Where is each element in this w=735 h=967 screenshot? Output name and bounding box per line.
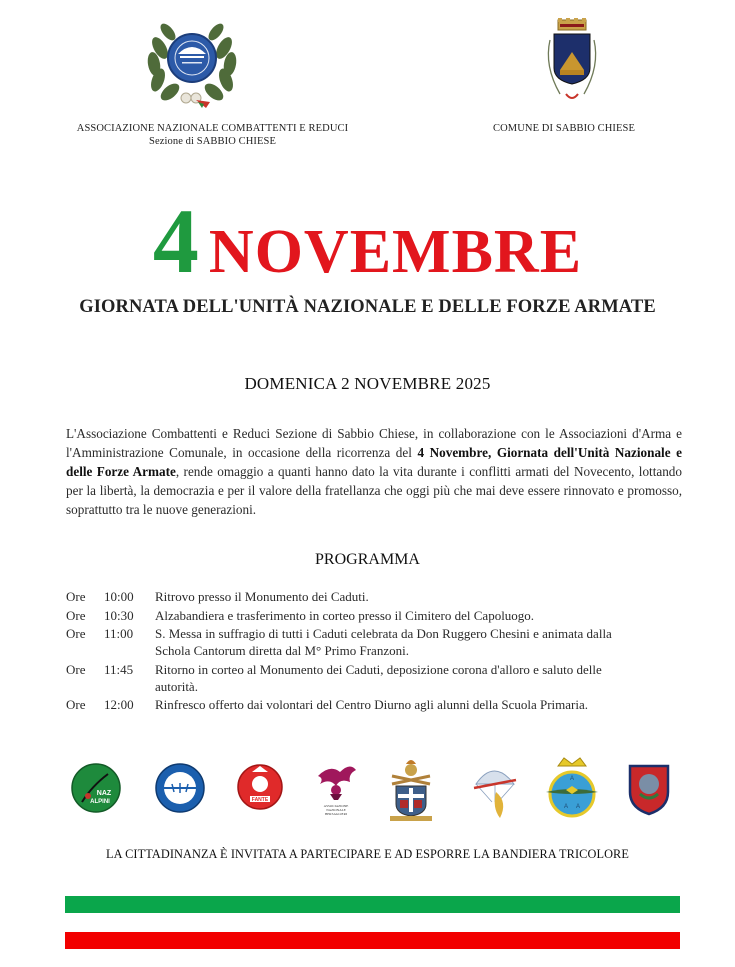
svg-text:BERSAGLIERI: BERSAGLIERI: [324, 812, 348, 816]
left-org-name: ASSOCIAZIONE NAZIONALE COMBATTENTI E REDUCI: [76, 123, 349, 134]
program-prefix: Ore: [66, 661, 86, 677]
laurel-wreath-emblem: [140, 18, 244, 110]
tricolore-red-stripe: [65, 932, 680, 949]
svg-text:A: A: [569, 776, 575, 782]
program-text: Alzabandiera e trasferimento in corteo presso il Cimitero del Capoluogo.: [155, 607, 535, 623]
program-item: [66, 588, 686, 605]
subtitle: GIORNATA DELL'UNITÀ NAZIONALE E DELLE FORZE ARMATE: [79, 297, 656, 317]
artiglieri-badge: [384, 756, 438, 829]
intro-part2: , rende omaggio a quanti hanno dato la vita durante i conflitti armati del Novecento, lottando per la libertà, la democrazia e per il valore della fratellanza che oggi più che mai deve essere rinnovato e promosso, soprattutto tra le nuove generazioni.: [66, 464, 682, 517]
svg-text:NAZIONALE: NAZIONALE: [326, 808, 346, 812]
alpini-badge-label: NAZ: [96, 790, 112, 797]
program-text: Rinfresco offerto dai volontari del Centro Diurno agli alunni della Scuola Primaria.: [155, 697, 588, 712]
svg-text:ALPINI: ALPINI: [90, 799, 110, 805]
fante-badge: [236, 762, 284, 817]
page-title: [0, 188, 735, 294]
program-prefix: Ore: [66, 589, 86, 604]
program-list: [66, 588, 686, 715]
program-item: [66, 696, 686, 713]
right-org-caption: COMUNE DI SABBIO CHIESE: [492, 123, 635, 134]
svg-text:ASSOCIAZIONE: ASSOCIAZIONE: [323, 804, 349, 808]
svg-text:FANTE: FANTE: [251, 797, 269, 803]
program-item: [66, 661, 686, 695]
ex-internati-badge: [154, 762, 206, 819]
program-title: PROGRAMMA: [315, 551, 420, 568]
program-prefix: Ore: [66, 626, 86, 641]
program-prefix: Ore: [66, 607, 86, 623]
bersaglieri-badge: [310, 762, 362, 825]
intro-part1: L'Associazione Combattenti e Reduci Sezione di Sabbio Chiese, in collaborazione con le Associazioni d'Arma e l'Amministrazione Comunale, in occasione della ricorrenza del: [66, 426, 682, 460]
program-text: Ritorno in corteo al Monumento dei Caduti, deposizione corona d'alloro e saluto delle autorità.: [155, 661, 602, 694]
svg-text:A: A: [563, 804, 569, 810]
svg-text:A: A: [575, 804, 581, 810]
association-badges: [60, 762, 685, 828]
program-text: Ritrovo presso il Monumento dei Caduti.: [155, 589, 369, 604]
municipal-coat-of-arms: [540, 18, 604, 114]
program-item: [66, 607, 686, 624]
program-time: 10:30: [104, 607, 134, 623]
program-time: 11:45: [104, 661, 134, 677]
intro-bold: 4 Novembre, Giornata dell'Unità Nazionale e delle Forze Armate: [66, 445, 682, 479]
carabinieri-badge: [626, 760, 672, 821]
program-time: 10:00: [104, 589, 134, 604]
program-text: S. Messa in suffragio di tutti i Caduti celebrata da Don Ruggero Chesini e animata dalla Schola Cantorum diretta dal M° Primo Franzoni.: [155, 626, 612, 658]
left-org-section: Sezione di SABBIO CHIESE: [149, 136, 276, 147]
program-prefix: Ore: [66, 697, 86, 712]
program-item: [66, 625, 686, 659]
event-date: DOMENICA 2 NOVEMBRE 2025: [244, 374, 491, 393]
title-word: NOVEMBRE: [208, 218, 583, 286]
tricolore-green-stripe: [65, 896, 680, 913]
title-number: 4: [152, 190, 199, 292]
closing-invitation: LA CITTADINANZA È INVITATA A PARTECIPARE E AD ESPORRE LA BANDIERA TRICOLORE: [106, 847, 629, 861]
program-time: 12:00: [104, 697, 134, 712]
paracadutisti-badge: [470, 758, 520, 827]
program-time: 11:00: [104, 626, 134, 641]
intro-paragraph: [66, 424, 682, 519]
aeronautica-badge: [544, 756, 600, 825]
left-org-caption: [60, 122, 365, 148]
alpini-badge: [70, 762, 122, 819]
